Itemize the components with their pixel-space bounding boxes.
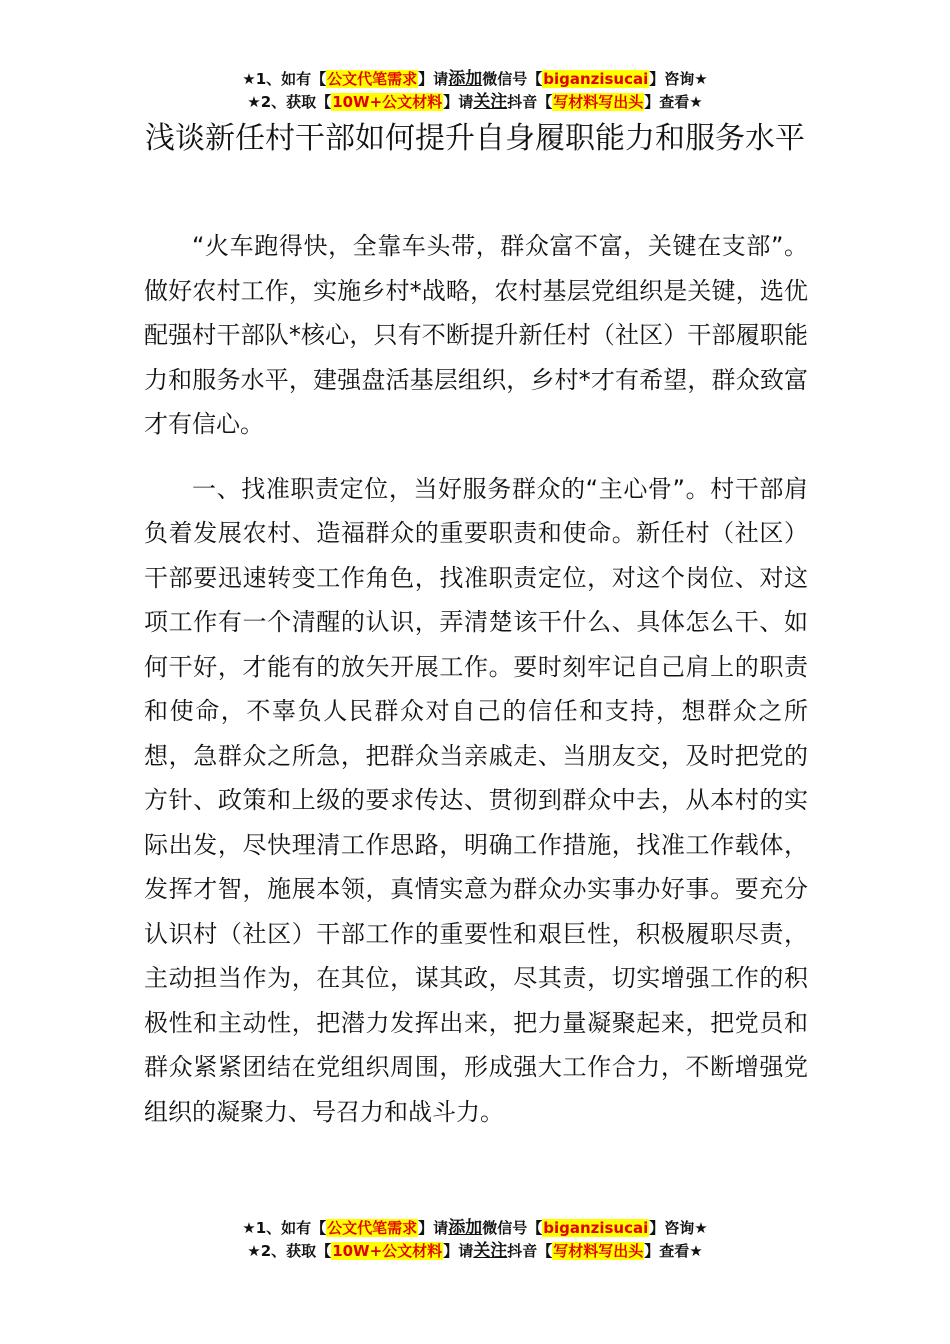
banner-emphasis: 关注 xyxy=(473,1241,508,1261)
banner-text: 】查看★ xyxy=(644,93,703,111)
banner-highlight: biganzisucai xyxy=(543,70,649,88)
footer-banner xyxy=(0,1217,950,1263)
banner-line-2 xyxy=(0,91,950,114)
banner-highlight: 写材料写出头 xyxy=(553,93,644,111)
banner-emphasis: 添加 xyxy=(448,1218,483,1238)
paragraph: 一、找准职责定位，当好服务群众的“主心骨”。村干部肩负着发展农村、造福群众的重要职责和使命。新任村（社区）干部要迅速转变工作角色，找准职责定位，对这个岗位、对这项工作有一个清醒的认识，弄清楚该干什么、具体怎么干、如何干好，才能有的放矢开展工作。要时刻牢记自己肩上的职责和使命，不辜负人民群众对自己的信任和支持，想群众之所想，急群众之所急，把群众当亲戚走、当朋友交，及时把党的方针、政策和上级的要求传达、贯彻到群众中去，从本村的实际出发，尽快理清工作思路，明确工作措施，找准工作载体，发挥才智，施展本领，真情实意为群众办实事办好事。要充分认识村（社区）干部工作的重要性和艰巨性，积极履职尽责，主动担当作为，在其位，谋其政，尽其责，切实增强工作的积极性和主动性，把潜力发挥出来，把力量凝聚起来，把党员和群众紧紧团结在党组织周围，形成强大工作合力，不断增强党组织的凝聚力、号召力和战斗力。 xyxy=(144,474,808,1126)
banner-text: ★2、获取【 xyxy=(247,93,332,111)
banner-highlight: 写材料写出头 xyxy=(553,1242,644,1260)
banner-text: ★1、如有【 xyxy=(242,70,327,88)
banner-highlight: 公文代笔需求 xyxy=(327,70,418,88)
banner-emphasis: 添加 xyxy=(448,69,483,89)
document-body xyxy=(144,224,808,1154)
banner-line-1 xyxy=(0,68,950,91)
banner-highlight: 公文代笔需求 xyxy=(327,1219,418,1237)
banner-text: 】请 xyxy=(418,70,449,88)
document-title: 浅谈新任村干部如何提升自身履职能力和服务水平 xyxy=(145,121,805,156)
banner-line-1 xyxy=(0,1217,950,1240)
banner-text: 微信号【 xyxy=(482,1219,543,1237)
banner-line-2 xyxy=(0,1240,950,1263)
banner-text: 】请 xyxy=(418,1219,449,1237)
banner-highlight: 10W+公文材料 xyxy=(332,1242,443,1260)
banner-emphasis: 关注 xyxy=(473,92,508,112)
banner-text: 抖音【 xyxy=(507,93,553,111)
banner-highlight: 10W+公文材料 xyxy=(332,93,443,111)
banner-text: 】咨询★ xyxy=(649,1219,708,1237)
banner-text: 抖音【 xyxy=(507,1242,553,1260)
banner-text: 】查看★ xyxy=(644,1242,703,1260)
banner-text: 】请 xyxy=(443,1242,474,1260)
header-banner xyxy=(0,68,950,114)
banner-text: ★1、如有【 xyxy=(242,1219,327,1237)
banner-highlight: biganzisucai xyxy=(543,1219,649,1237)
paragraph: “火车跑得快，全靠车头带，群众富不富，关键在支部”。做好农村工作，实施乡村*战略，农村基层党组织是关键，选优配强村干部队*核心，只有不断提升新任村（社区）干部履职能力和服务水平，建强盘活基层组织，乡村*才有希望，群众致富才有信心。 xyxy=(144,232,808,438)
banner-text: 微信号【 xyxy=(482,70,543,88)
banner-text: 】咨询★ xyxy=(649,70,708,88)
banner-text: ★2、获取【 xyxy=(247,1242,332,1260)
banner-text: 】请 xyxy=(443,93,474,111)
